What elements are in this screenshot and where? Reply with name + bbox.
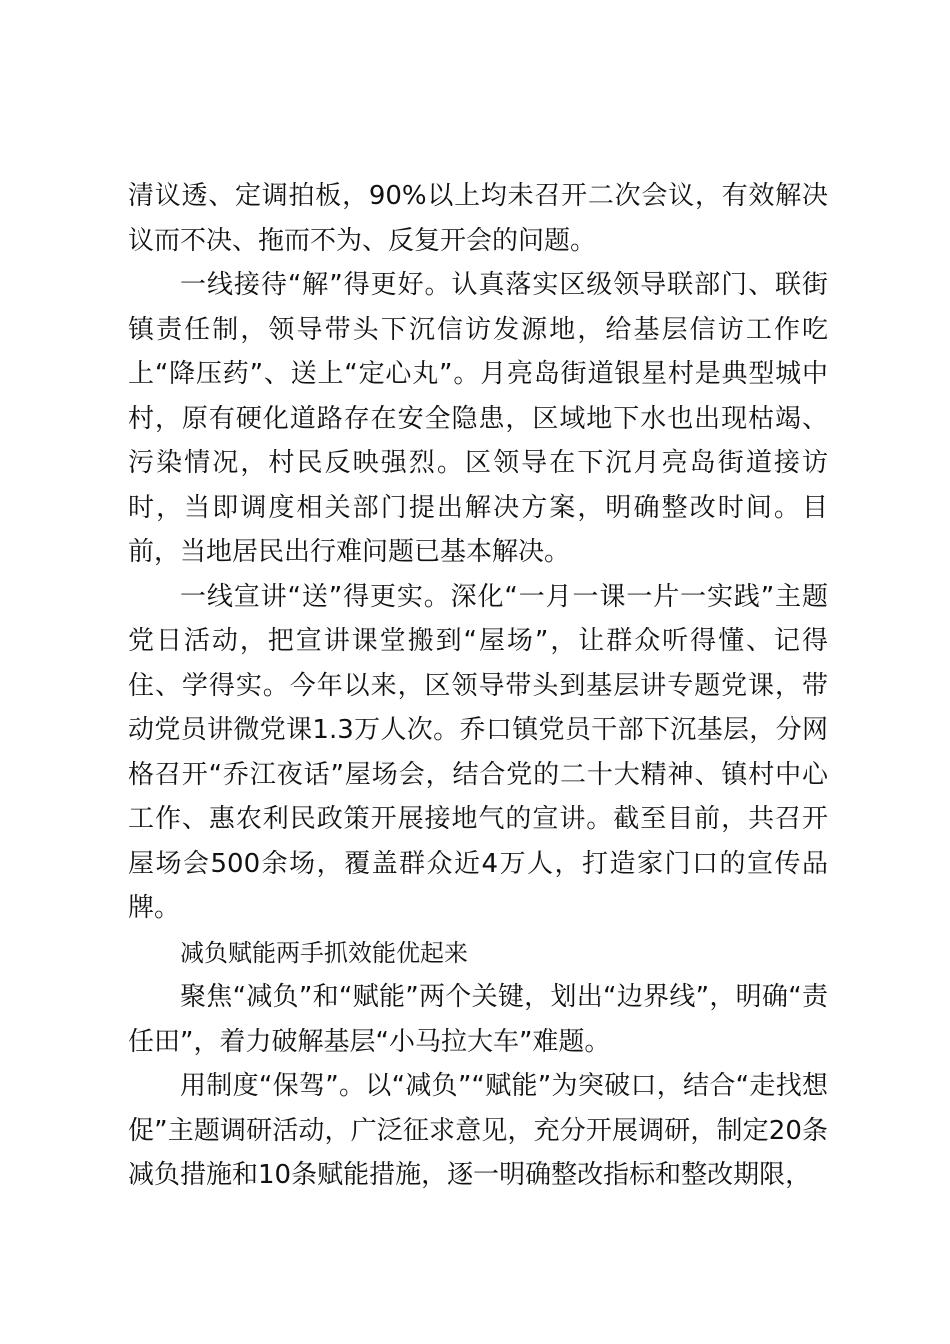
section-heading: 减负赋能两手抓效能优起来 <box>180 938 468 967</box>
paragraph-continuation: 清议透、定调拍板，90%以上均未召开二次会议，有效解决议而不决、拖而不为、反复开会的问题。 <box>128 181 828 256</box>
paragraph-institution: 用制度“保驾”。以“减负”“赋能”为突破口，结合“走找想促”主题调研活动，广泛征求意见，充分开展调研，制定20条减负措施和10条赋能措施，逐一明确整改指标和整改期限， <box>128 1071 828 1190</box>
paragraph-reception: 一线接待“解”得更好。认真落实区级领导联部门、联街镇责任制，领导带头下沉信访发源地，给基层信访工作吃上“降压药”、送上“定心丸”。月亮岛街道银星村是典型城中村，原有硬化道路存在安全隐患，区域地下水也出现枯竭、污染情况，村民反映强烈。区领导在下沉月亮岛街道接访时，当即调度相关部门提出解决方案，明确整改时间。目前，当地居民出行难问题已基本解决。 <box>128 270 828 567</box>
paragraph-section-intro: 聚焦“减负”和“赋能”两个关键，划出“边界线”，明确“责任田”，着力破解基层“小马拉大车”难题。 <box>128 982 828 1057</box>
paragraph-preaching: 一线宣讲“送”得更实。深化“一月一课一片一实践”主题党日活动，把宣讲课堂搬到“屋场”，让群众听得懂、记得住、学得实。今年以来，区领导带头到基层讲专题党课，带动党员讲微党课1.3万人次。乔口镇党员干部下沉基层，分网格召开“乔江夜话”屋场会，结合党的二十大精神、镇村中心工作、惠农利民政策开展接地气的宣讲。截至目前，共召开屋场会500余场，覆盖群众近4万人，打造家门口的宣传品牌。 <box>128 581 828 923</box>
document-body <box>128 174 828 1198</box>
